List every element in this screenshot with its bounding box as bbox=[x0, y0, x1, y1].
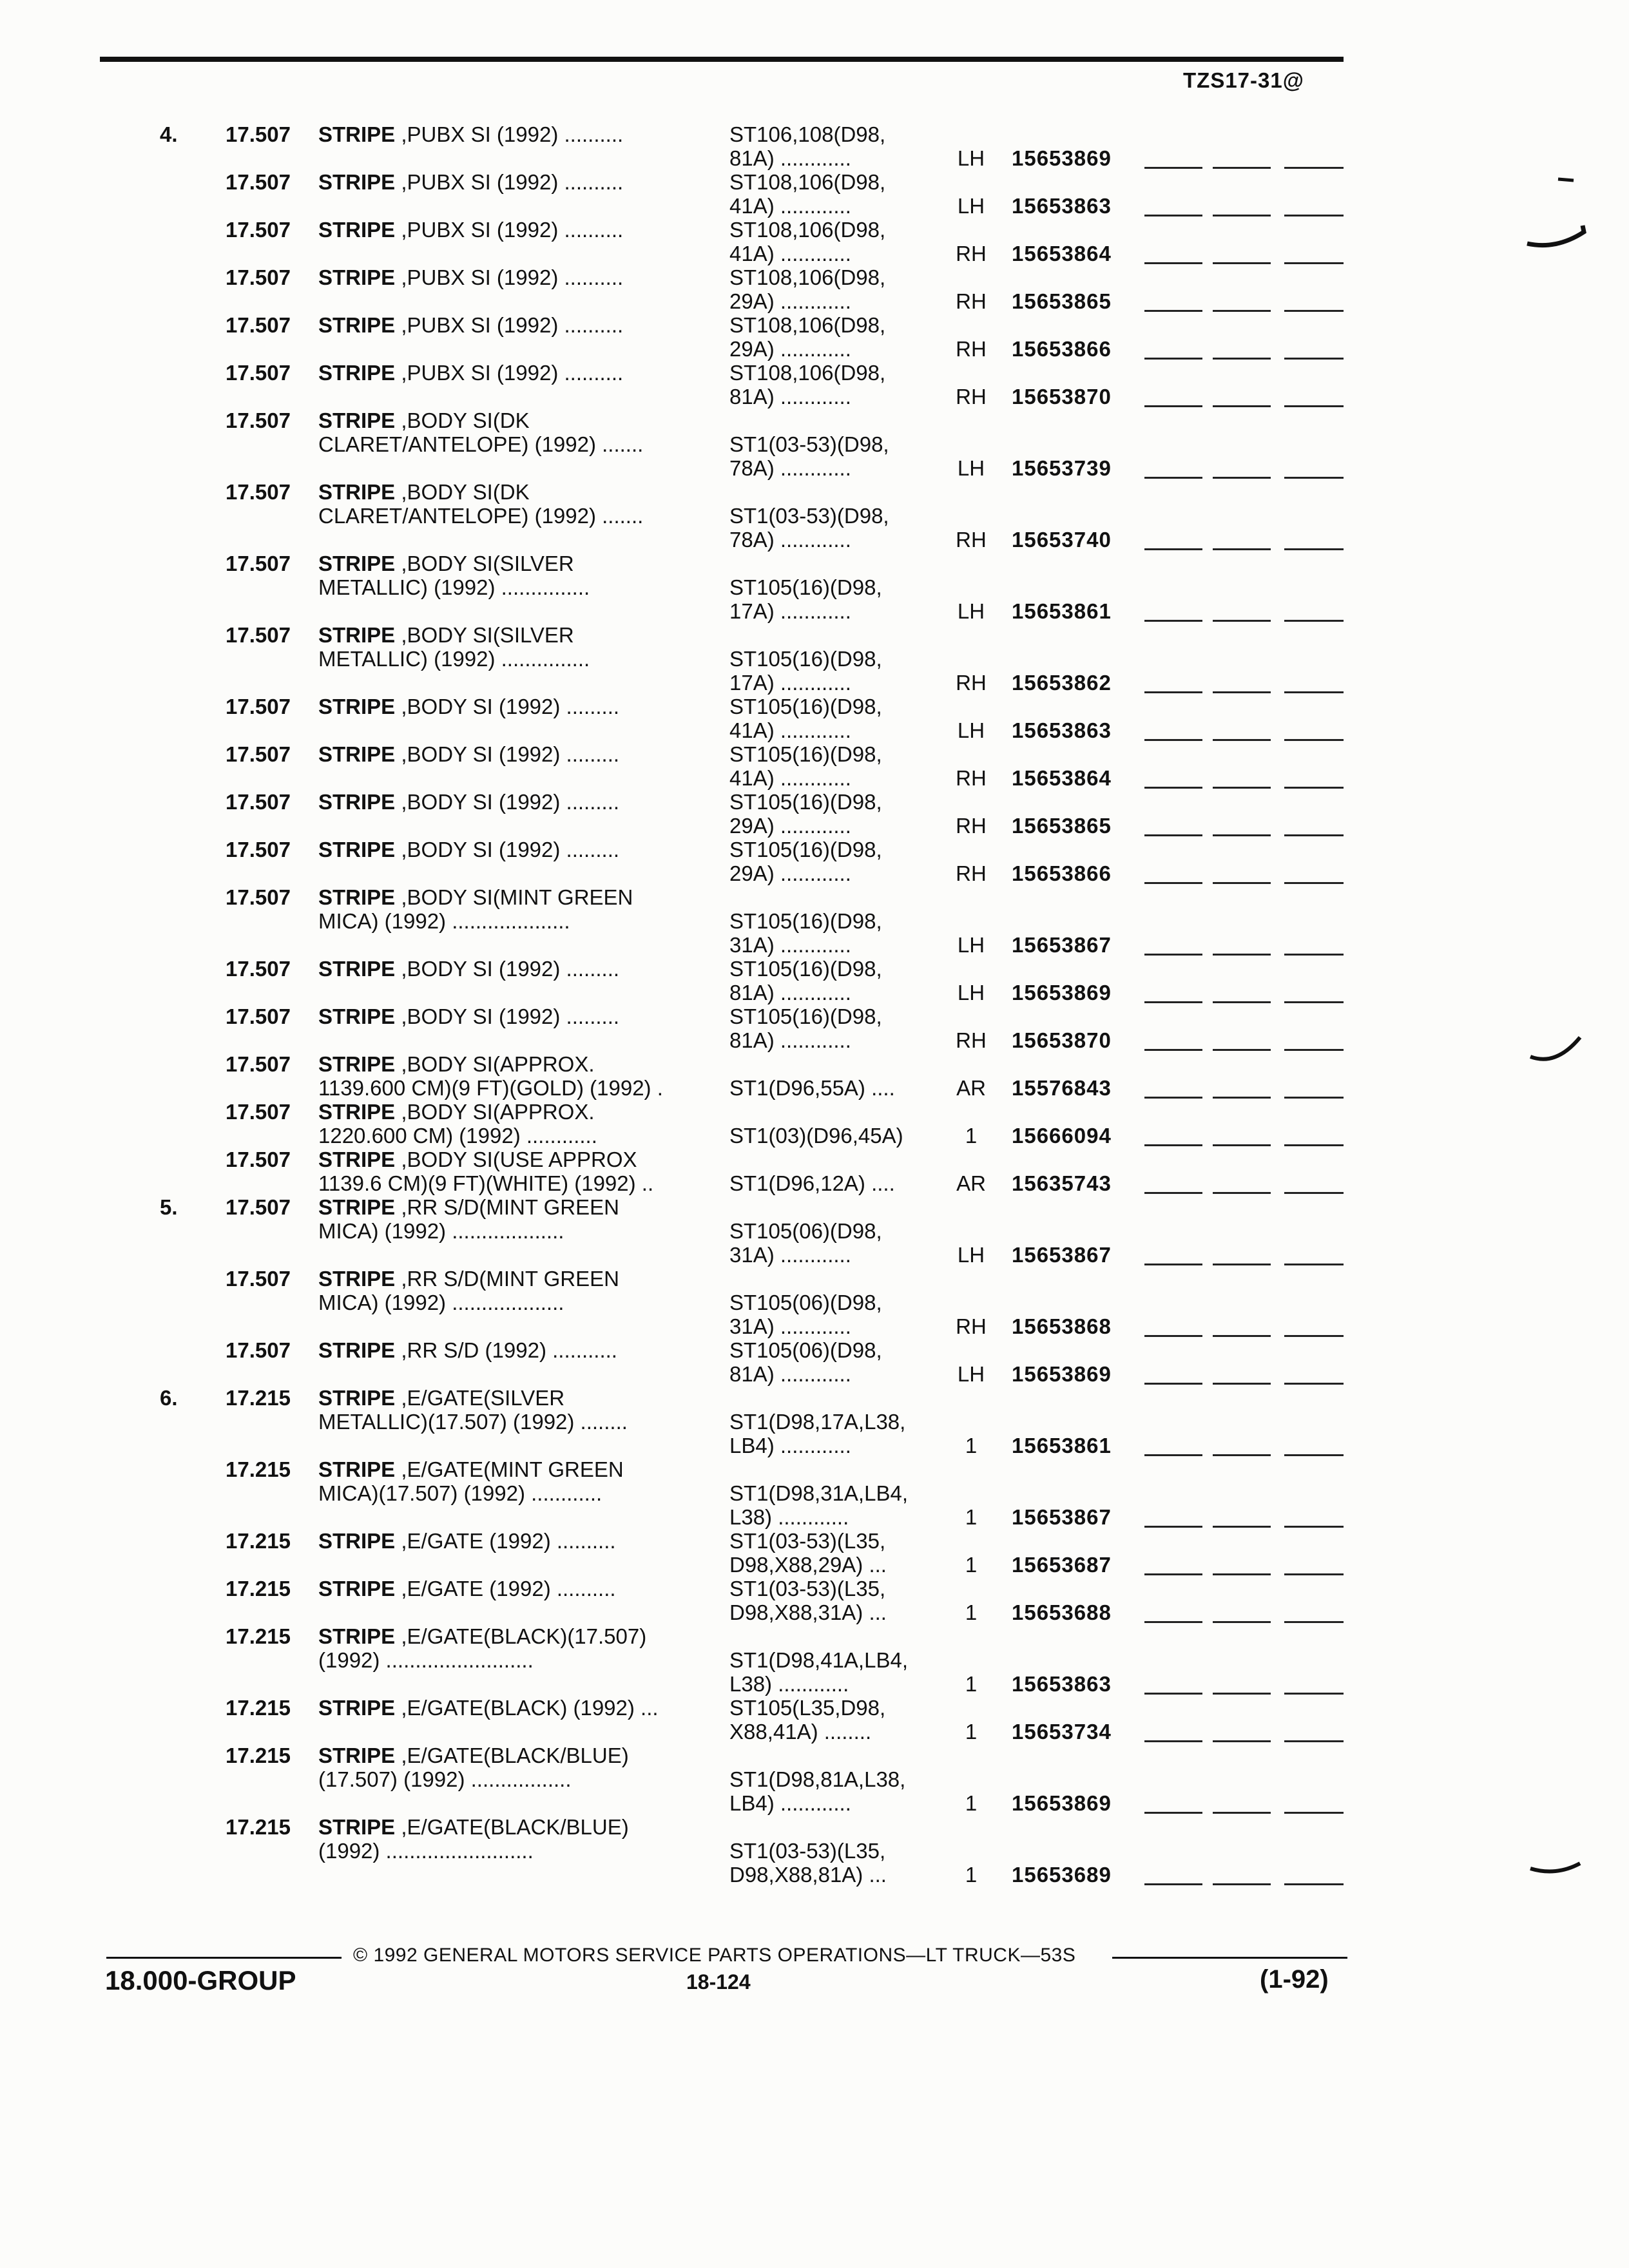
parts-entry bbox=[0, 1529, 1629, 1577]
group-number: 17.507 bbox=[226, 790, 291, 814]
quantity: RH bbox=[956, 242, 987, 265]
usage-code: ST1(03-53)(D98, 78A) ............ bbox=[729, 432, 889, 480]
fill-in-blank bbox=[1144, 1526, 1202, 1528]
quantity: 1 bbox=[965, 1434, 978, 1457]
quantity: RH bbox=[956, 385, 987, 408]
fill-in-blank bbox=[1284, 1812, 1344, 1814]
quantity: RH bbox=[956, 1028, 987, 1052]
fill-in-blank bbox=[1284, 1264, 1344, 1265]
group-number: 17.507 bbox=[226, 885, 291, 909]
fill-in-blank bbox=[1284, 1383, 1344, 1385]
part-description: STRIPE ,RR S/D(MINT GREEN MICA) (1992) ................... bbox=[318, 1195, 619, 1243]
part-description: STRIPE ,BODY SI(SILVER METALLIC) (1992) ............... bbox=[318, 623, 590, 671]
quantity: RH bbox=[956, 671, 987, 695]
fill-in-blank bbox=[1284, 548, 1344, 550]
fill-in-blank bbox=[1284, 834, 1344, 836]
part-number: 15653866 bbox=[1012, 861, 1112, 885]
parts-entry bbox=[0, 480, 1629, 552]
usage-code: ST1(03-53)(L35, D98,X88,81A) ... bbox=[729, 1839, 887, 1887]
fill-in-blank bbox=[1144, 1335, 1202, 1337]
fill-in-blank bbox=[1144, 310, 1202, 312]
fill-in-blank bbox=[1284, 477, 1344, 479]
fill-in-blank bbox=[1144, 1144, 1202, 1146]
fill-in-blank bbox=[1213, 1740, 1271, 1742]
group-number: 17.507 bbox=[226, 313, 291, 337]
fill-in-blank bbox=[1284, 167, 1344, 169]
fill-in-blank bbox=[1144, 954, 1202, 956]
usage-code: ST108,106(D98, 29A) ............ bbox=[729, 313, 886, 361]
usage-code: ST1(03-53)(D98, 78A) ............ bbox=[729, 504, 889, 552]
part-description: STRIPE ,BODY SI (1992) ......... bbox=[318, 742, 620, 766]
group-number: 17.215 bbox=[226, 1529, 291, 1553]
quantity: LH bbox=[957, 146, 985, 170]
fill-in-blank bbox=[1213, 954, 1271, 956]
parts-entry bbox=[0, 838, 1629, 885]
parts-entry bbox=[0, 361, 1629, 408]
fill-in-blank bbox=[1213, 834, 1271, 836]
fill-in-blank bbox=[1213, 1144, 1271, 1146]
usage-code: ST105(16)(D98, 29A) ............ bbox=[729, 838, 882, 885]
group-number: 17.507 bbox=[226, 480, 291, 504]
fill-in-blank bbox=[1213, 1001, 1271, 1003]
fill-in-blank bbox=[1213, 310, 1271, 312]
document-code: TZS17-31@ bbox=[1183, 68, 1304, 92]
fill-in-blank bbox=[1213, 620, 1271, 622]
parts-entry bbox=[0, 1052, 1629, 1100]
usage-code: ST1(D96,55A) .... bbox=[729, 1076, 895, 1100]
parts-entry bbox=[0, 122, 1629, 170]
part-description: STRIPE ,E/GATE (1992) .......... bbox=[318, 1577, 616, 1600]
quantity: 1 bbox=[965, 1553, 978, 1577]
usage-code: ST105(06)(D98, 31A) ............ bbox=[729, 1291, 882, 1338]
fill-in-blank bbox=[1284, 1526, 1344, 1528]
part-description: STRIPE ,BODY SI(USE APPROX 1139.6 CM)(9 FT)(WHITE) (1992) .. bbox=[318, 1148, 654, 1195]
fill-in-blank bbox=[1284, 1740, 1344, 1742]
quantity: LH bbox=[957, 981, 985, 1004]
part-number: 15653864 bbox=[1012, 242, 1112, 265]
fill-in-blank bbox=[1213, 1454, 1271, 1456]
fill-in-blank bbox=[1284, 691, 1344, 693]
part-description: STRIPE ,BODY SI (1992) ......... bbox=[318, 790, 620, 814]
group-label: 18.000-GROUP bbox=[105, 1965, 296, 1995]
fill-in-blank bbox=[1213, 1526, 1271, 1528]
footer-rule-right bbox=[1112, 1957, 1347, 1959]
usage-code: ST105(16)(D98, 81A) ............ bbox=[729, 957, 882, 1004]
fill-in-blank bbox=[1144, 1454, 1202, 1456]
fill-in-blank bbox=[1144, 1001, 1202, 1003]
usage-code: ST105(06)(D98, 81A) ............ bbox=[729, 1338, 882, 1386]
fill-in-blank bbox=[1284, 882, 1344, 884]
fill-in-blank bbox=[1144, 1192, 1202, 1194]
group-number: 17.507 bbox=[226, 1004, 291, 1028]
fill-in-blank bbox=[1144, 1097, 1202, 1099]
fill-in-blank bbox=[1284, 1693, 1344, 1695]
fill-in-blank bbox=[1284, 1621, 1344, 1623]
fill-in-blank bbox=[1144, 477, 1202, 479]
fill-in-blank bbox=[1144, 834, 1202, 836]
fill-in-blank bbox=[1213, 1621, 1271, 1623]
fill-in-blank bbox=[1144, 1740, 1202, 1742]
binder-mark-icon bbox=[1527, 1031, 1585, 1070]
group-number: 17.507 bbox=[226, 170, 291, 194]
quantity: 1 bbox=[965, 1791, 978, 1815]
group-number: 17.215 bbox=[226, 1815, 291, 1839]
part-description: STRIPE ,BODY SI(DK CLARET/ANTELOPE) (1992) ....... bbox=[318, 480, 644, 528]
fill-in-blank bbox=[1213, 262, 1271, 264]
fill-in-blank bbox=[1144, 1883, 1202, 1885]
part-number: 15666094 bbox=[1012, 1124, 1112, 1148]
part-number: 15653869 bbox=[1012, 1791, 1112, 1815]
quantity: LH bbox=[957, 1243, 985, 1267]
part-number: 15653861 bbox=[1012, 599, 1112, 623]
part-number: 15653866 bbox=[1012, 337, 1112, 361]
usage-code: ST1(D98,31A,LB4, L38) ............ bbox=[729, 1481, 908, 1529]
parts-entry bbox=[0, 1195, 1629, 1267]
group-number: 17.215 bbox=[226, 1457, 291, 1481]
part-number: 15653862 bbox=[1012, 671, 1112, 695]
group-number: 17.215 bbox=[226, 1386, 291, 1410]
fill-in-blank bbox=[1144, 1812, 1202, 1814]
parts-entry bbox=[0, 218, 1629, 265]
fill-in-blank bbox=[1284, 1192, 1344, 1194]
fill-in-blank bbox=[1284, 1335, 1344, 1337]
part-description: STRIPE ,BODY SI (1992) ......... bbox=[318, 838, 620, 861]
fill-in-blank bbox=[1213, 215, 1271, 216]
part-number: 15653739 bbox=[1012, 456, 1112, 480]
part-description: STRIPE ,PUBX SI (1992) .......... bbox=[318, 361, 624, 385]
usage-code: ST105(16)(D98, 29A) ............ bbox=[729, 790, 882, 838]
part-description: STRIPE ,E/GATE(BLACK)(17.507) (1992) ......................... bbox=[318, 1624, 647, 1672]
part-number: 15576843 bbox=[1012, 1076, 1112, 1100]
usage-code: ST105(16)(D98, 41A) ............ bbox=[729, 742, 882, 790]
parts-entry bbox=[0, 313, 1629, 361]
fill-in-blank bbox=[1144, 1621, 1202, 1623]
part-number: 15635743 bbox=[1012, 1171, 1112, 1195]
group-number: 17.215 bbox=[226, 1744, 291, 1767]
fill-in-blank bbox=[1213, 1097, 1271, 1099]
fill-in-blank bbox=[1284, 358, 1344, 360]
usage-code: ST105(16)(D98, 41A) ............ bbox=[729, 695, 882, 742]
fill-in-blank bbox=[1213, 358, 1271, 360]
fill-in-blank bbox=[1213, 1264, 1271, 1265]
part-number: 15653688 bbox=[1012, 1600, 1112, 1624]
footer-rule-left bbox=[106, 1957, 342, 1959]
part-description: STRIPE ,BODY SI(APPROX. 1139.600 CM)(9 FT)(GOLD) (1992) . bbox=[318, 1052, 663, 1100]
group-number: 17.507 bbox=[226, 957, 291, 981]
fill-in-blank bbox=[1144, 1383, 1202, 1385]
usage-code: ST105(16)(D98, 81A) ............ bbox=[729, 1004, 882, 1052]
part-description: STRIPE ,BODY SI(MINT GREEN MICA) (1992) .................... bbox=[318, 885, 633, 933]
group-number: 17.507 bbox=[226, 742, 291, 766]
fill-in-blank bbox=[1284, 954, 1344, 956]
fill-in-blank bbox=[1144, 620, 1202, 622]
group-number: 17.507 bbox=[226, 695, 291, 718]
fill-in-blank bbox=[1284, 1454, 1344, 1456]
part-description: STRIPE ,E/GATE(SILVER METALLIC)(17.507) (1992) ........ bbox=[318, 1386, 628, 1434]
fill-in-blank bbox=[1213, 739, 1271, 741]
fill-in-blank bbox=[1144, 1264, 1202, 1265]
fill-in-blank bbox=[1284, 1144, 1344, 1146]
binder-mark-icon bbox=[1527, 1843, 1585, 1881]
usage-code: ST1(03-53)(L35, D98,X88,29A) ... bbox=[729, 1529, 887, 1577]
part-description: STRIPE ,BODY SI (1992) ......... bbox=[318, 1004, 620, 1028]
part-number: 15653870 bbox=[1012, 1028, 1112, 1052]
fill-in-blank bbox=[1213, 882, 1271, 884]
parts-entry bbox=[0, 1267, 1629, 1338]
group-number: 17.507 bbox=[226, 1195, 291, 1219]
usage-code: ST1(03)(D96,45A) bbox=[729, 1124, 903, 1148]
fill-in-blank bbox=[1213, 1812, 1271, 1814]
parts-entry bbox=[0, 1338, 1629, 1386]
quantity: LH bbox=[957, 599, 985, 623]
parts-entry bbox=[0, 1457, 1629, 1529]
fill-in-blank bbox=[1144, 262, 1202, 264]
part-description: STRIPE ,RR S/D(MINT GREEN MICA) (1992) ................... bbox=[318, 1267, 619, 1314]
usage-code: ST106,108(D98, 81A) ............ bbox=[729, 122, 886, 170]
fill-in-blank bbox=[1144, 1693, 1202, 1695]
fill-in-blank bbox=[1144, 405, 1202, 407]
fill-in-blank bbox=[1144, 691, 1202, 693]
quantity: 1 bbox=[965, 1600, 978, 1624]
parts-list bbox=[0, 122, 1629, 1887]
part-description: STRIPE ,PUBX SI (1992) .......... bbox=[318, 265, 624, 289]
fill-in-blank bbox=[1213, 167, 1271, 169]
parts-entry bbox=[0, 1577, 1629, 1624]
usage-code: ST105(16)(D98, 17A) ............ bbox=[729, 647, 882, 695]
fill-in-blank bbox=[1213, 405, 1271, 407]
part-number: 15653870 bbox=[1012, 385, 1112, 408]
fill-in-blank bbox=[1213, 1573, 1271, 1575]
part-description: STRIPE ,E/GATE(BLACK/BLUE) (1992) ......................... bbox=[318, 1815, 629, 1863]
part-description: STRIPE ,BODY SI(DK CLARET/ANTELOPE) (1992) ....... bbox=[318, 408, 644, 456]
fill-in-blank bbox=[1284, 405, 1344, 407]
fill-in-blank bbox=[1284, 310, 1344, 312]
quantity: LH bbox=[957, 933, 985, 957]
group-number: 17.507 bbox=[226, 1100, 291, 1124]
usage-code: ST1(D96,12A) .... bbox=[729, 1171, 895, 1195]
group-number: 17.507 bbox=[226, 408, 291, 432]
quantity: RH bbox=[956, 1314, 987, 1338]
group-number: 17.507 bbox=[226, 218, 291, 242]
part-number: 15653867 bbox=[1012, 933, 1112, 957]
fill-in-blank bbox=[1213, 787, 1271, 789]
group-number: 17.507 bbox=[226, 1052, 291, 1076]
quantity: 1 bbox=[965, 1672, 978, 1696]
group-number: 17.215 bbox=[226, 1577, 291, 1600]
part-description: STRIPE ,BODY SI (1992) ......... bbox=[318, 695, 620, 718]
usage-code: ST105(16)(D98, 31A) ............ bbox=[729, 909, 882, 957]
quantity: RH bbox=[956, 337, 987, 361]
quantity: 1 bbox=[965, 1124, 978, 1148]
quantity: RH bbox=[956, 766, 987, 790]
fill-in-blank bbox=[1213, 1693, 1271, 1695]
fill-in-blank bbox=[1144, 215, 1202, 216]
fill-in-blank bbox=[1213, 1883, 1271, 1885]
fill-in-blank bbox=[1144, 1573, 1202, 1575]
fill-in-blank bbox=[1144, 548, 1202, 550]
group-number: 17.507 bbox=[226, 1267, 291, 1291]
part-number: 15653864 bbox=[1012, 766, 1112, 790]
part-number: 15653740 bbox=[1012, 528, 1112, 552]
parts-entry bbox=[0, 1744, 1629, 1815]
parts-entry bbox=[0, 1624, 1629, 1696]
group-number: 17.507 bbox=[226, 265, 291, 289]
quantity: AR bbox=[956, 1171, 986, 1195]
fill-in-blank bbox=[1144, 1049, 1202, 1051]
part-number: 15653863 bbox=[1012, 1672, 1112, 1696]
fill-in-blank bbox=[1284, 1573, 1344, 1575]
fill-in-blank bbox=[1144, 358, 1202, 360]
group-number: 17.507 bbox=[226, 838, 291, 861]
part-description: STRIPE ,PUBX SI (1992) .......... bbox=[318, 122, 624, 146]
fill-in-blank bbox=[1284, 739, 1344, 741]
part-number: 15653689 bbox=[1012, 1863, 1112, 1887]
part-number: 15653869 bbox=[1012, 1362, 1112, 1386]
quantity: 1 bbox=[965, 1863, 978, 1887]
part-description: STRIPE ,PUBX SI (1992) .......... bbox=[318, 218, 624, 242]
quantity: LH bbox=[957, 456, 985, 480]
fill-in-blank bbox=[1284, 1883, 1344, 1885]
fill-in-blank bbox=[1213, 1383, 1271, 1385]
quantity: RH bbox=[956, 528, 987, 552]
fill-in-blank bbox=[1284, 1049, 1344, 1051]
item-ref-number: 6. bbox=[160, 1386, 178, 1410]
revision-date: (1-92) bbox=[1260, 1965, 1329, 1994]
fill-in-blank bbox=[1213, 548, 1271, 550]
parts-entry bbox=[0, 1100, 1629, 1148]
usage-code: ST105(L35,D98, X88,41A) ........ bbox=[729, 1696, 886, 1744]
page-number: 18-124 bbox=[686, 1970, 751, 1994]
parts-entry bbox=[0, 1696, 1629, 1744]
group-number: 17.215 bbox=[226, 1624, 291, 1648]
part-number: 15653687 bbox=[1012, 1553, 1112, 1577]
quantity: 1 bbox=[965, 1720, 978, 1744]
group-number: 17.507 bbox=[226, 623, 291, 647]
quantity: LH bbox=[957, 194, 985, 218]
group-number: 17.507 bbox=[226, 552, 291, 575]
usage-code: ST1(D98,81A,L38, LB4) ............ bbox=[729, 1767, 906, 1815]
quantity: AR bbox=[956, 1076, 986, 1100]
parts-entry bbox=[0, 1815, 1629, 1887]
parts-entry bbox=[0, 957, 1629, 1004]
fill-in-blank bbox=[1213, 1192, 1271, 1194]
part-number: 15653861 bbox=[1012, 1434, 1112, 1457]
part-description: STRIPE ,PUBX SI (1992) .......... bbox=[318, 170, 624, 194]
usage-code: ST105(16)(D98, 17A) ............ bbox=[729, 575, 882, 623]
part-description: STRIPE ,E/GATE(BLACK/BLUE) (17.507) (1992) ................. bbox=[318, 1744, 629, 1791]
quantity: RH bbox=[956, 861, 987, 885]
item-ref-number: 4. bbox=[160, 122, 178, 146]
part-number: 15653865 bbox=[1012, 289, 1112, 313]
quantity: 1 bbox=[965, 1505, 978, 1529]
parts-entry bbox=[0, 742, 1629, 790]
item-ref-number: 5. bbox=[160, 1195, 178, 1219]
usage-code: ST108,106(D98, 81A) ............ bbox=[729, 361, 886, 408]
part-number: 15653869 bbox=[1012, 981, 1112, 1004]
usage-code: ST108,106(D98, 41A) ............ bbox=[729, 218, 886, 265]
parts-entry bbox=[0, 1004, 1629, 1052]
fill-in-blank bbox=[1213, 691, 1271, 693]
part-number: 15653868 bbox=[1012, 1314, 1112, 1338]
part-number: 15653863 bbox=[1012, 194, 1112, 218]
usage-code: ST1(D98,41A,LB4, L38) ............ bbox=[729, 1648, 908, 1696]
part-description: STRIPE ,BODY SI (1992) ......... bbox=[318, 957, 620, 981]
parts-entry bbox=[0, 265, 1629, 313]
parts-entry bbox=[0, 885, 1629, 957]
part-description: STRIPE ,RR S/D (1992) ........... bbox=[318, 1338, 617, 1362]
fill-in-blank bbox=[1213, 477, 1271, 479]
fill-in-blank bbox=[1144, 787, 1202, 789]
usage-code: ST105(06)(D98, 31A) ............ bbox=[729, 1219, 882, 1267]
part-description: STRIPE ,E/GATE(BLACK) (1992) ... bbox=[318, 1696, 659, 1720]
parts-entry bbox=[0, 790, 1629, 838]
part-number: 15653865 bbox=[1012, 814, 1112, 838]
parts-entry bbox=[0, 623, 1629, 695]
quantity: LH bbox=[957, 718, 985, 742]
fill-in-blank bbox=[1144, 882, 1202, 884]
part-number: 15653867 bbox=[1012, 1243, 1112, 1267]
part-description: STRIPE ,BODY SI(SILVER METALLIC) (1992) ............... bbox=[318, 552, 590, 599]
group-number: 17.215 bbox=[226, 1696, 291, 1720]
usage-code: ST108,106(D98, 41A) ............ bbox=[729, 170, 886, 218]
parts-entry bbox=[0, 695, 1629, 742]
quantity: RH bbox=[956, 814, 987, 838]
usage-code: ST1(D98,17A,L38, LB4) ............ bbox=[729, 1410, 906, 1457]
part-number: 15653734 bbox=[1012, 1720, 1112, 1744]
parts-entry bbox=[0, 408, 1629, 480]
fill-in-blank bbox=[1284, 1097, 1344, 1099]
fill-in-blank bbox=[1284, 620, 1344, 622]
parts-entry bbox=[0, 552, 1629, 623]
fill-in-blank bbox=[1144, 167, 1202, 169]
fill-in-blank bbox=[1284, 1001, 1344, 1003]
fill-in-blank bbox=[1144, 739, 1202, 741]
parts-entry bbox=[0, 1148, 1629, 1195]
part-description: STRIPE ,BODY SI(APPROX. 1220.600 CM) (1992) ............ bbox=[318, 1100, 597, 1148]
group-number: 17.507 bbox=[226, 1338, 291, 1362]
part-description: STRIPE ,PUBX SI (1992) .......... bbox=[318, 313, 624, 337]
group-number: 17.507 bbox=[226, 122, 291, 146]
part-number: 15653863 bbox=[1012, 718, 1112, 742]
quantity: LH bbox=[957, 1362, 985, 1386]
usage-code: ST1(03-53)(L35, D98,X88,31A) ... bbox=[729, 1577, 887, 1624]
part-description: STRIPE ,E/GATE (1992) .......... bbox=[318, 1529, 616, 1553]
binder-mark-icon bbox=[1521, 174, 1592, 258]
usage-code: ST108,106(D98, 29A) ............ bbox=[729, 265, 886, 313]
part-description: STRIPE ,E/GATE(MINT GREEN MICA)(17.507) (1992) ............ bbox=[318, 1457, 624, 1505]
group-number: 17.507 bbox=[226, 1148, 291, 1171]
group-number: 17.507 bbox=[226, 361, 291, 385]
fill-in-blank bbox=[1284, 787, 1344, 789]
fill-in-blank bbox=[1284, 215, 1344, 216]
fill-in-blank bbox=[1213, 1335, 1271, 1337]
parts-entry bbox=[0, 1386, 1629, 1457]
copyright-notice: © 1992 GENERAL MOTORS SERVICE PARTS OPERATIONS—LT TRUCK—53S bbox=[353, 1945, 1076, 1966]
part-number: 15653869 bbox=[1012, 146, 1112, 170]
top-rule bbox=[100, 57, 1344, 62]
parts-entry bbox=[0, 170, 1629, 218]
fill-in-blank bbox=[1213, 1049, 1271, 1051]
part-number: 15653867 bbox=[1012, 1505, 1112, 1529]
fill-in-blank bbox=[1284, 262, 1344, 264]
quantity: RH bbox=[956, 289, 987, 313]
